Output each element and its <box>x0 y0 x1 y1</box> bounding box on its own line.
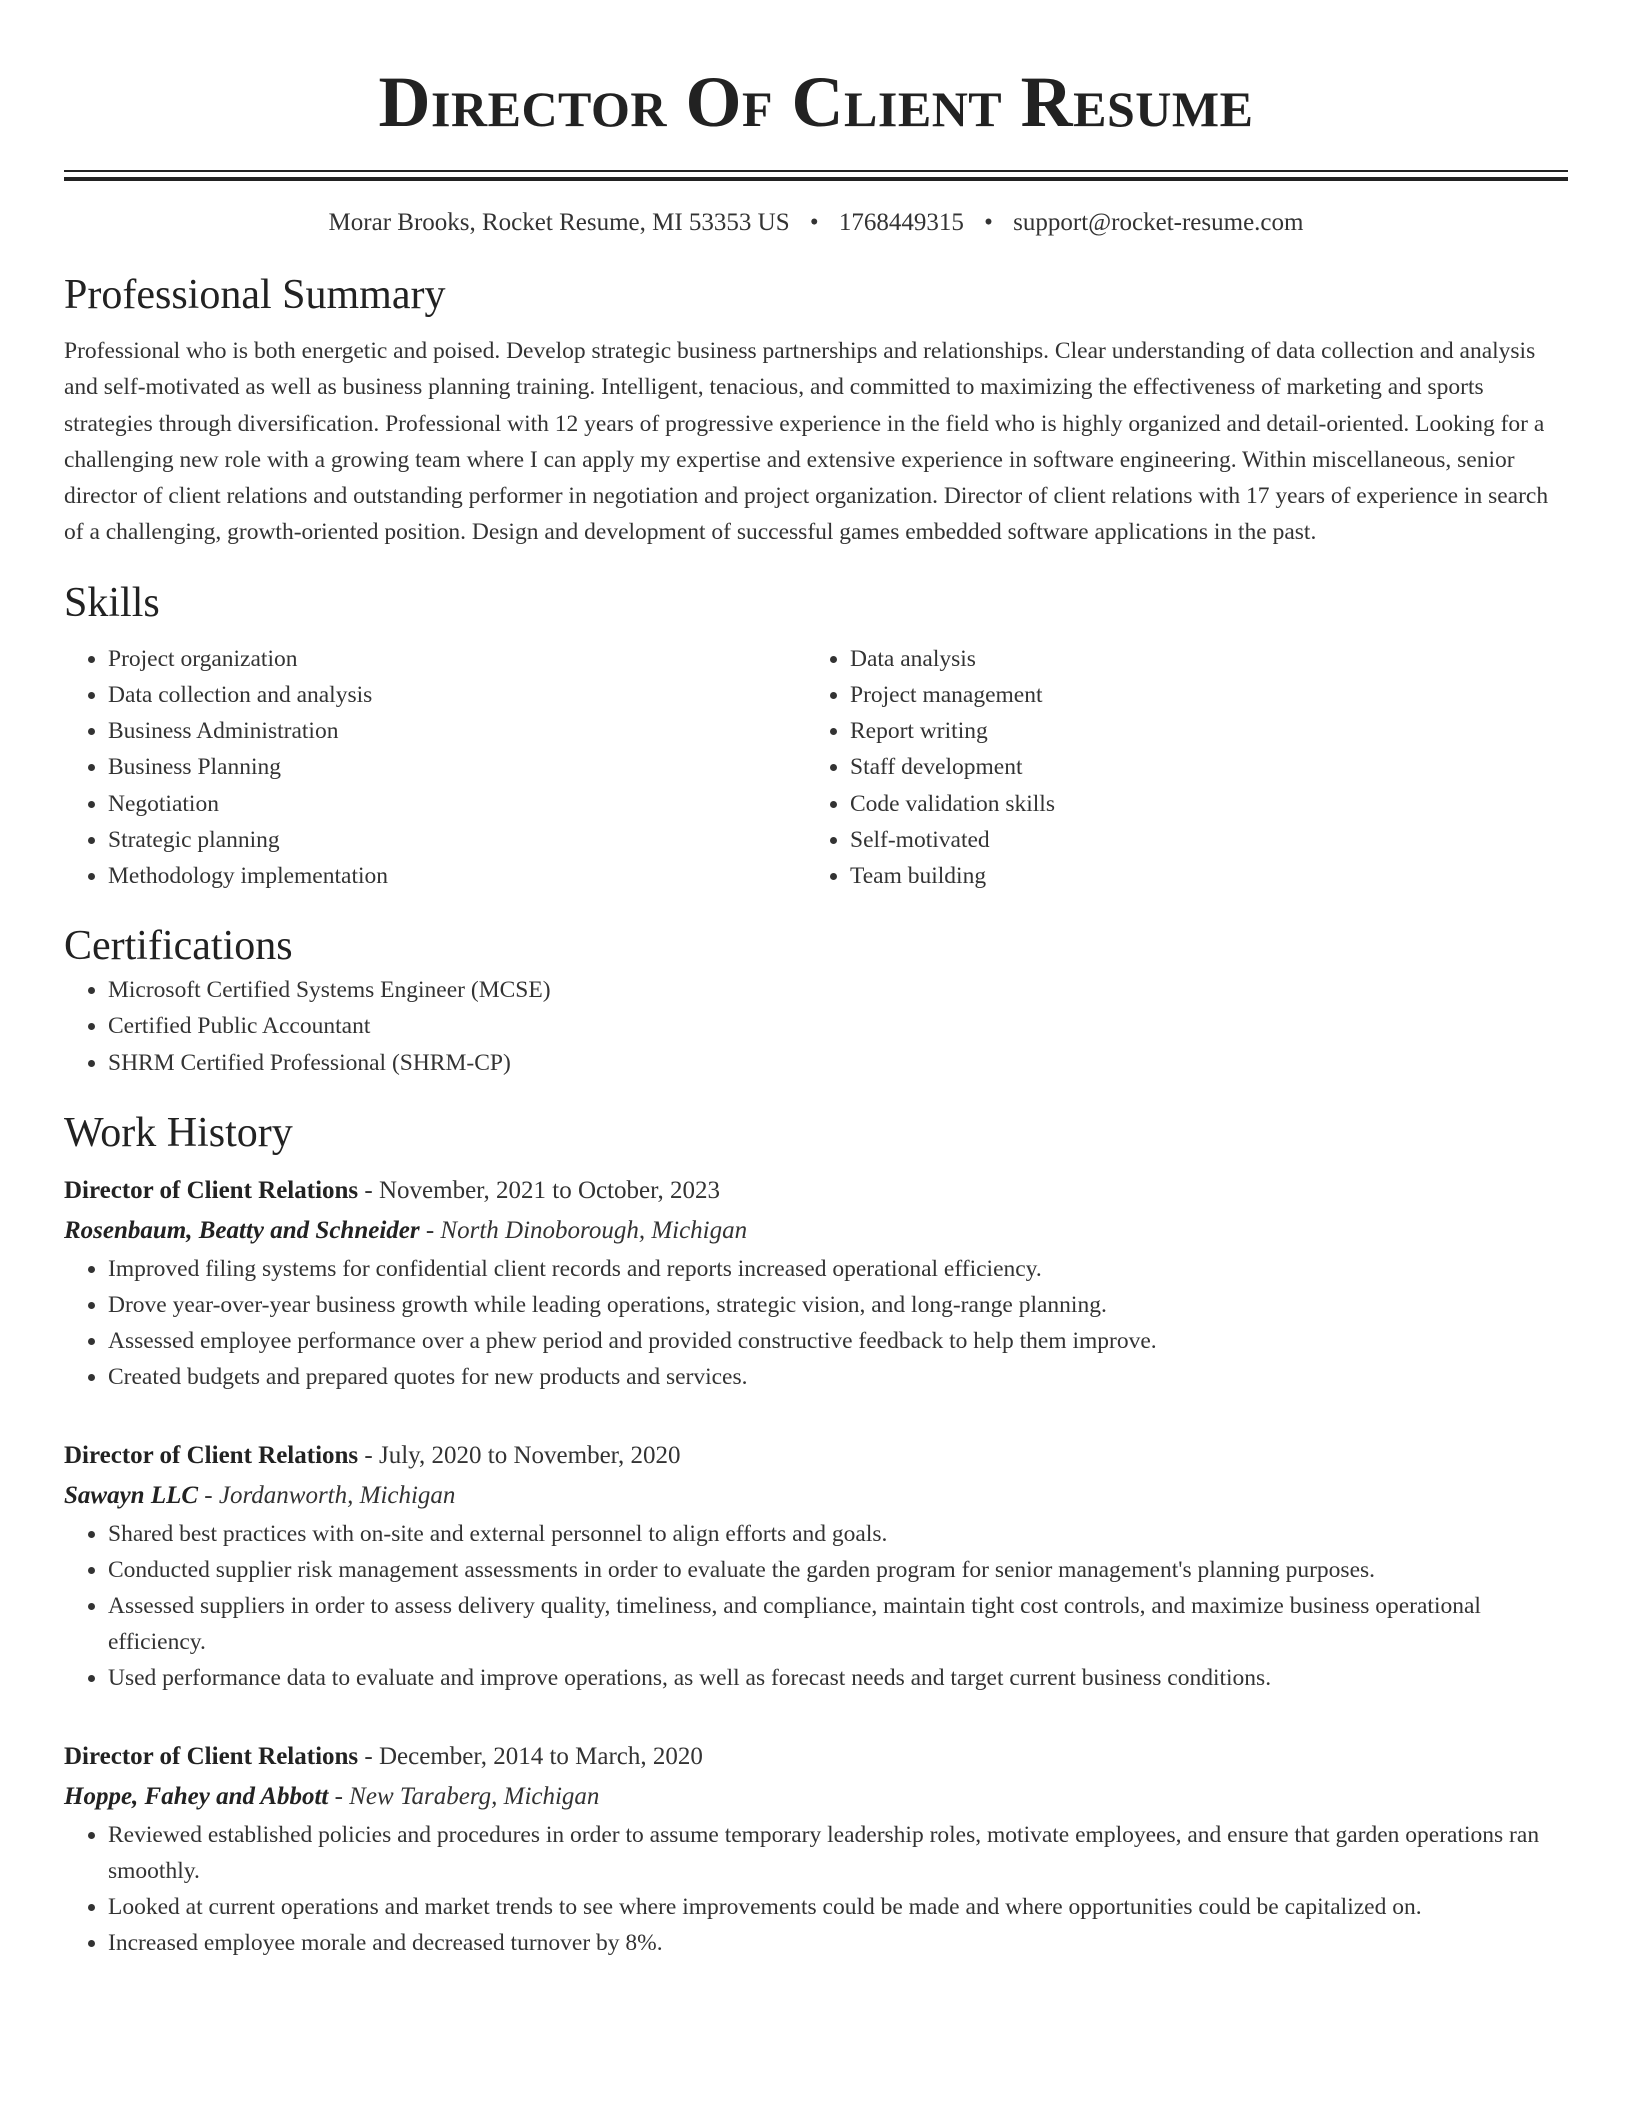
skills-right-column <box>806 641 1548 894</box>
skill-item: • Negotiation <box>108 786 806 822</box>
certifications-list <box>64 972 1568 1081</box>
job-dates: - July, 2020 to November, 2020 <box>358 1441 681 1469</box>
skills-grid <box>64 641 1568 894</box>
skill-item: • Data collection and analysis <box>108 677 806 713</box>
job-duty: • Increased employee morale and decreased turnover by 8%. <box>108 1925 1568 1961</box>
job-duty: • Drove year-over-year business growth while leading operations, strategic vision, and long-range planning. <box>108 1287 1568 1323</box>
skill-item: • Business Administration <box>108 713 806 749</box>
job-company-line <box>64 1777 1568 1817</box>
job-company: Sawayn LLC <box>64 1481 199 1509</box>
contact-separator: • <box>984 209 993 236</box>
job-title: Director of Client Relations <box>64 1176 359 1204</box>
certifications-heading: Certifications <box>64 923 293 970</box>
contact-address: Morar Brooks, Rocket Resume, MI 53353 US <box>328 209 790 236</box>
job-duty: • Shared best practices with on-site and external personnel to align efforts and goals. <box>108 1516 1568 1552</box>
job-dates: - December, 2014 to March, 2020 <box>358 1742 703 1770</box>
job-duty: • Assessed employee performance over a phew period and provided constructive feedback to help them improve. <box>108 1323 1568 1359</box>
job-duty: • Looked at current operations and market trends to see where improvements could be made and where opportunities could be capitalized on. <box>108 1889 1568 1925</box>
skills-heading: Skills <box>64 579 160 626</box>
skill-item: • Self-motivated <box>850 822 1548 858</box>
job-location: - New Taraberg, Michigan <box>328 1782 600 1810</box>
certification-item: • SHRM Certified Professional (SHRM-CP) <box>108 1045 1568 1081</box>
job-duty: • Reviewed established policies and procedures in order to assume temporary leadership roles, motivate employees, and ensure that garden operations ran smoothly. <box>108 1817 1568 1889</box>
job-entry <box>64 1436 1568 1697</box>
skill-item: • Staff development <box>850 749 1548 785</box>
job-entry <box>64 1171 1568 1396</box>
job-duty: • Assessed suppliers in order to assess delivery quality, timeliness, and compliance, maintain tight cost controls, and maximize business operational efficiency. <box>108 1588 1568 1660</box>
job-title: Director of Client Relations <box>64 1441 359 1469</box>
skill-item: • Methodology implementation <box>108 858 806 894</box>
resume-title: Director Of Client Resume <box>378 62 1254 142</box>
skill-item: • Team building <box>850 858 1548 894</box>
job-title: Director of Client Relations <box>64 1742 359 1770</box>
job-company: Hoppe, Fahey and Abbott <box>64 1782 329 1810</box>
job-company-line <box>64 1476 1568 1516</box>
certification-item: • Certified Public Accountant <box>108 1008 1568 1044</box>
job-duty: • Created budgets and prepared quotes for new products and services. <box>108 1359 1568 1395</box>
skill-item: • Report writing <box>850 713 1548 749</box>
skill-item: • Strategic planning <box>108 822 806 858</box>
job-company-line <box>64 1211 1568 1251</box>
job-company: Rosenbaum, Beatty and Schneider <box>64 1216 420 1244</box>
job-header <box>64 1737 1568 1777</box>
certification-item: • Microsoft Certified Systems Engineer (MCSE) <box>108 972 1568 1008</box>
job-duties-list <box>64 1251 1568 1396</box>
contact-separator: • <box>809 209 819 236</box>
title-divider <box>64 170 1568 181</box>
job-header <box>64 1436 1568 1476</box>
work-history-heading: Work History <box>64 1109 293 1156</box>
summary-heading: Professional Summary <box>64 272 446 318</box>
job-dates: - November, 2021 to October, 2023 <box>358 1176 720 1204</box>
job-duties-list <box>64 1516 1568 1697</box>
skill-item: • Data analysis <box>850 641 1548 677</box>
job-duties-list <box>64 1817 1568 1962</box>
contact-phone: 1768449315 <box>838 209 964 236</box>
skills-left-column <box>64 641 806 894</box>
job-header <box>64 1171 1568 1211</box>
contact-line <box>64 205 1568 241</box>
job-duty: • Conducted supplier risk management assessments in order to evaluate the garden program for senior management's planning purposes. <box>108 1552 1568 1588</box>
job-entry <box>64 1737 1568 1962</box>
resume-page <box>64 0 1568 1961</box>
skill-item: • Project organization <box>108 641 806 677</box>
job-location: - North Dinoborough, Michigan <box>419 1216 748 1244</box>
contact-email: support@rocket-resume.com <box>1013 209 1304 236</box>
skill-item: • Project management <box>850 677 1548 713</box>
skill-item: • Business Planning <box>108 749 806 785</box>
summary-text: Professional who is both energetic and poised. Develop strategic business partnerships and relationships. Clear understanding of data collection and analysis and self-motivated as well as business planning training. Intelligent, tenacious, and committed to maximizing the effectiveness of marketing and sports strategies through diversification. Professional with 12 years of progressive experience in the field who is highly organized and detail-oriented. Looking for a challenging new role with a growing team where I can apply my expertise and extensive experience in software engineering. Within miscellaneous, senior director of client relations and outstanding performer in negotiation and project organization. Director of client relations with 17 years of experience in search of a challenging, growth-oriented position. Design and development of successful games embedded software applications in the past. <box>64 338 1549 546</box>
job-duty: • Improved filing systems for confidential client records and reports increased operational efficiency. <box>108 1251 1568 1287</box>
job-location: - Jordanworth, Michigan <box>198 1481 456 1509</box>
skill-item: • Code validation skills <box>850 786 1548 822</box>
job-duty: • Used performance data to evaluate and improve operations, as well as forecast needs and target current business conditions. <box>108 1660 1568 1696</box>
